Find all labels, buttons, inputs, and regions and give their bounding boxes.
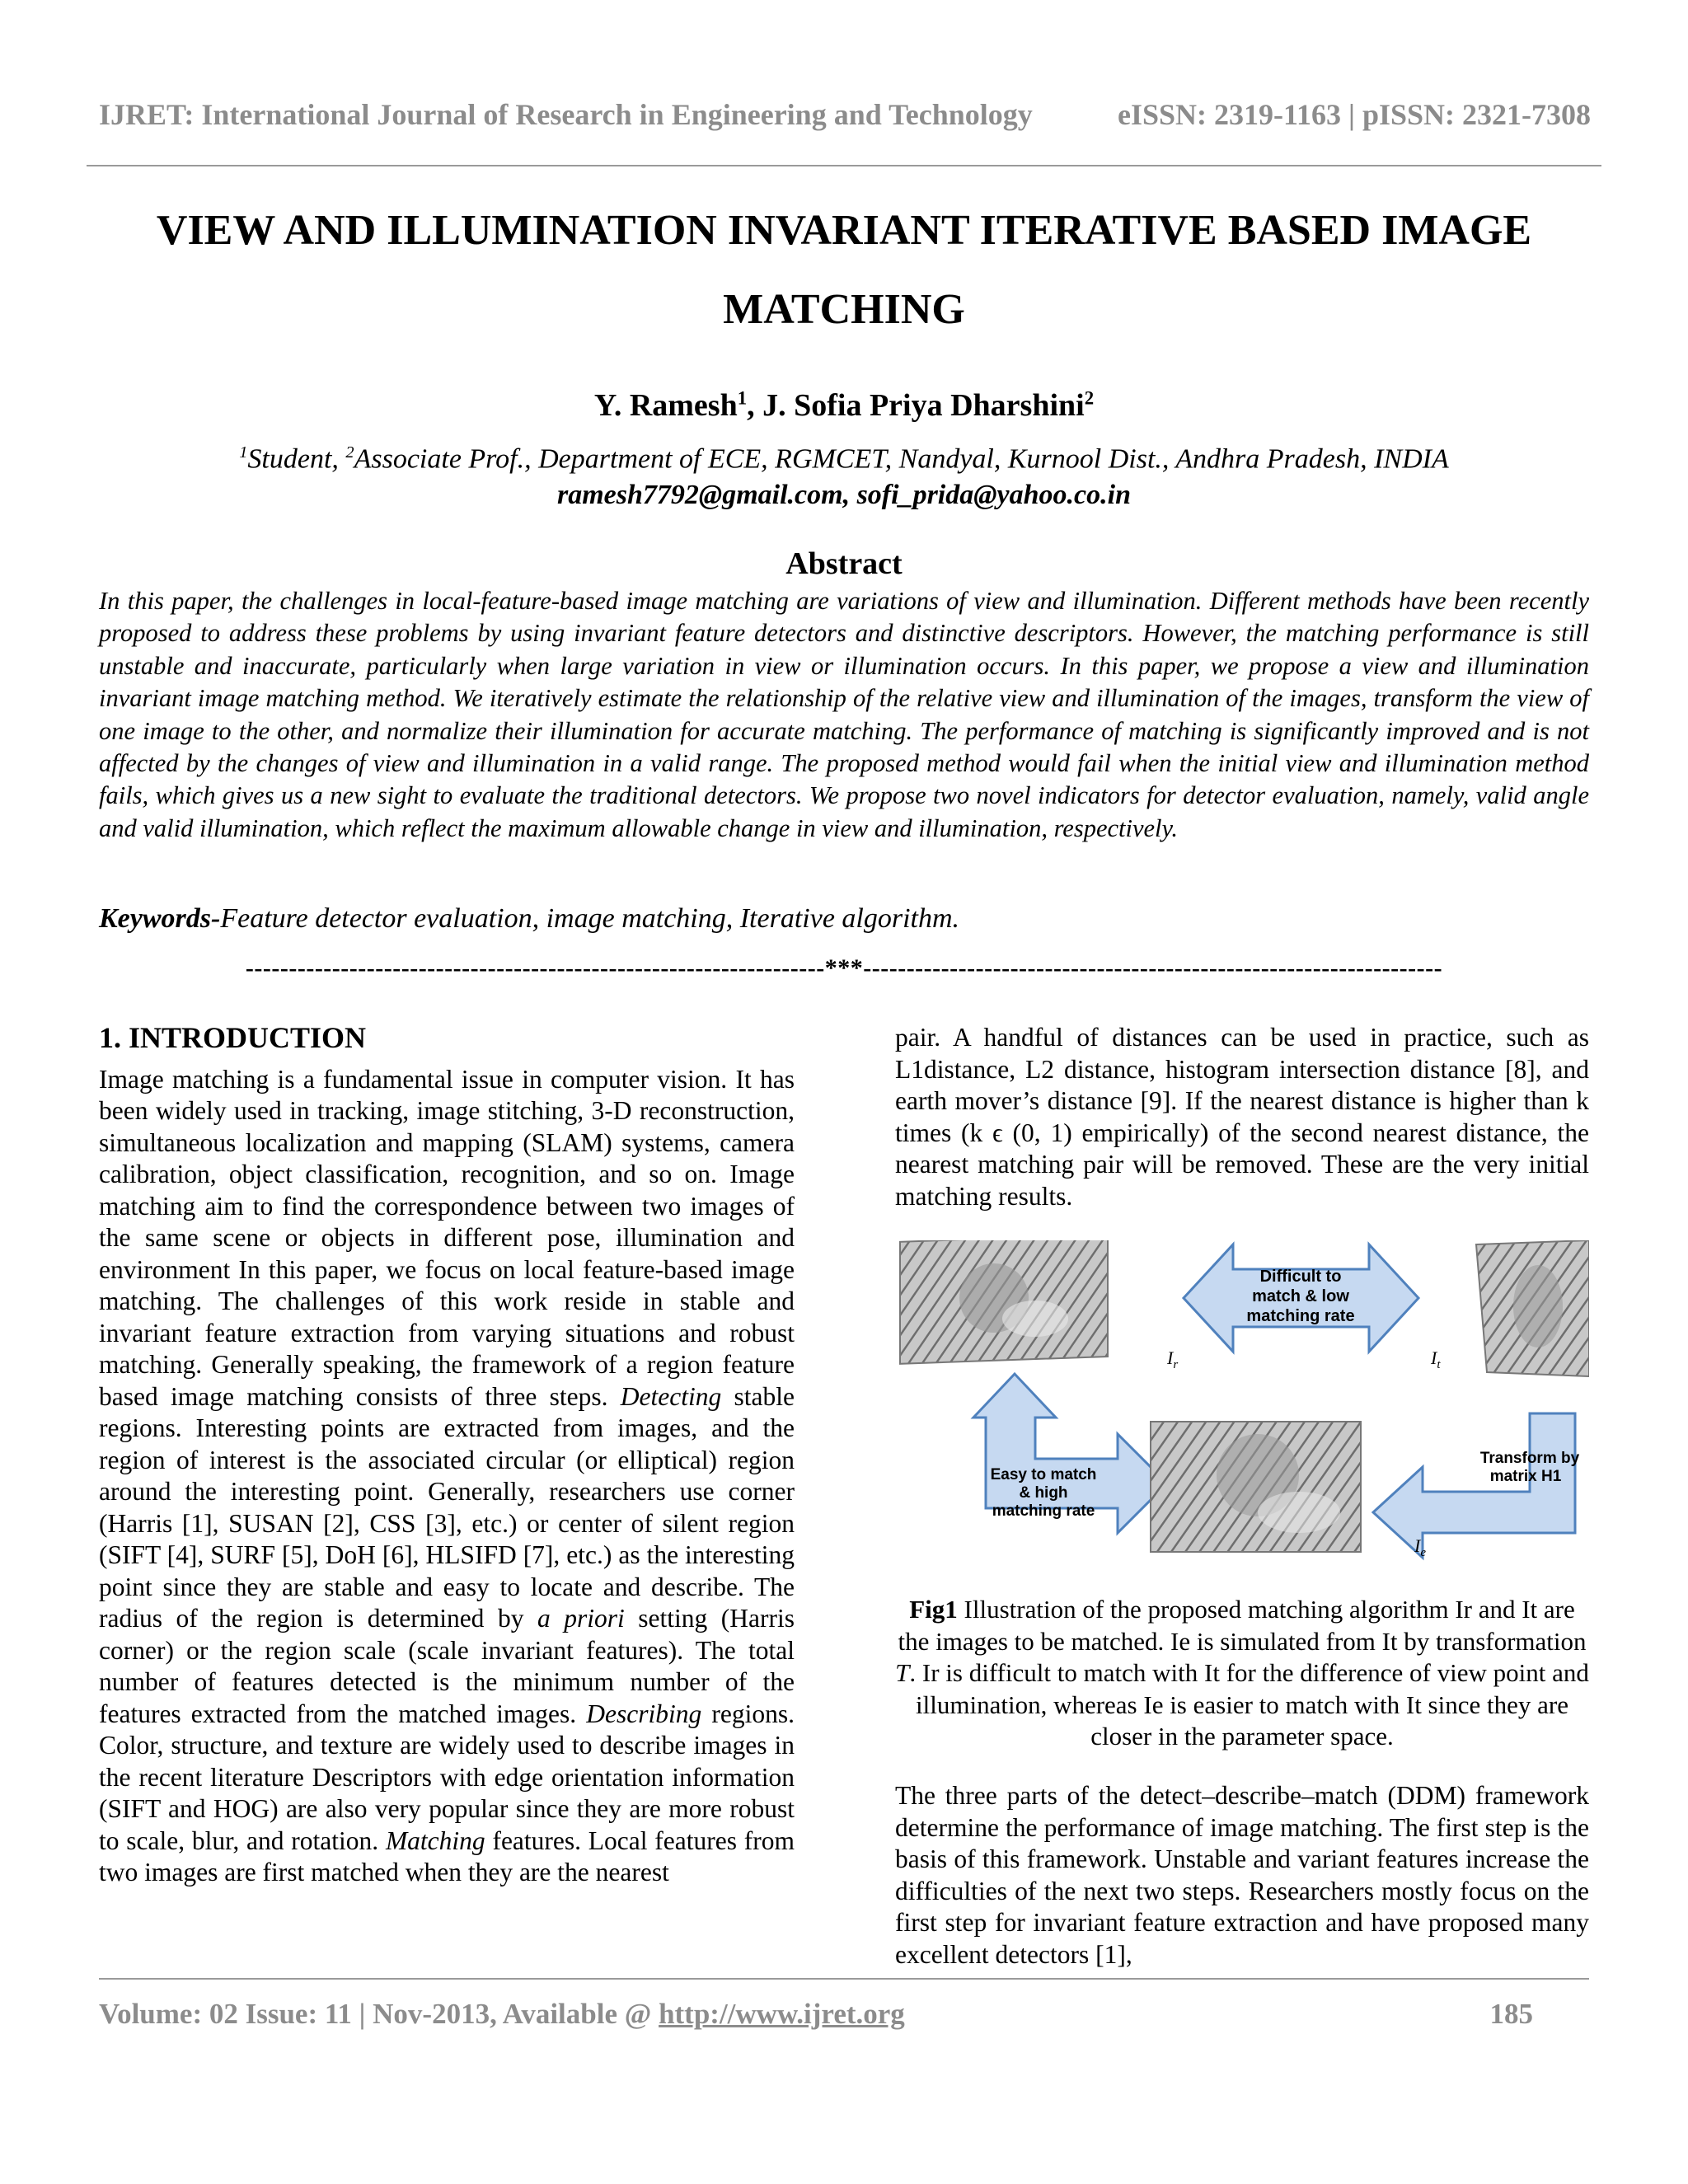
intro-em-matching: Matching [385, 1825, 485, 1855]
author-1-sup: 1 [737, 387, 748, 409]
figure-1-graphic [895, 1240, 1589, 1562]
running-footer [99, 1998, 1533, 2031]
running-header [99, 97, 1591, 132]
label-ie-main: I [1414, 1535, 1421, 1556]
arrow-difficult-line-1: Difficult to [1259, 1268, 1342, 1286]
abstract-heading: Abstract [785, 546, 903, 581]
arrow-difficult [1184, 1244, 1418, 1352]
figure-1 [895, 1240, 1589, 1562]
author-2: J. Sofia Priya Dharshini [762, 388, 1085, 423]
affil-text: Associate Prof., Department of ECE, RGMCET, Nandyal, Kurnool Dist., Andhra Pradesh, INDIA [354, 443, 1449, 475]
intro-em-describing: Describing [586, 1699, 702, 1728]
image-ir [900, 1240, 1108, 1364]
arrow-transform [1373, 1413, 1580, 1558]
page-number: 185 [1489, 1998, 1533, 2030]
arrow-transform-line-1: Transform by [1479, 1450, 1580, 1467]
image-ie [1151, 1422, 1361, 1552]
label-it-sub: t [1437, 1358, 1441, 1371]
right-column-paragraph-1: pair. A handful of distances can be used in practice, such as L1distance, L2 distance, histogram intersection distance [8], and earth mover’s distance [9]. If the nearest distance is higher than k times (k ϵ (0, 1) empirically) of the second nearest distance, the nearest matching pair will be removed. These are the very initial matching results. [895, 1023, 1589, 1211]
intro-text-4: regions. Color, structure, and texture are widely used to describe images in the recent literature Descriptors with edge orientation information (SIFT and HOG) are also very popular since they are more robust to scale, blur, and rotation. [99, 1699, 795, 1855]
title-line-1: VIEW AND ILLUMINATION INVARIANT ITERATIVE BASED IMAGE [156, 207, 1532, 254]
affil-sup-1: 1 [239, 443, 248, 462]
arrow-easy-line-2: & high [1019, 1484, 1068, 1502]
keywords [99, 903, 1589, 935]
affiliation [0, 443, 1688, 475]
journal-name: IJRET: International Journal of Research in Engineering and Technology [99, 98, 1033, 131]
author-emails: ramesh7792@gmail.com, sofi_prida@yahoo.co.in [557, 480, 1131, 510]
author-list [0, 387, 1688, 424]
caption-em: T [895, 1658, 910, 1687]
arrow-difficult-line-2: match & low [1252, 1287, 1349, 1305]
caption-label: Fig1 [909, 1595, 958, 1624]
affil-role-1: Student, [247, 443, 346, 475]
author-2-sup: 2 [1084, 387, 1095, 409]
left-column [99, 1022, 795, 1889]
intro-heading: 1. INTRODUCTION [99, 1021, 367, 1054]
arrow-difficult-line-3: matching rate [1246, 1307, 1355, 1325]
intro-em-detecting: Detecting [620, 1381, 722, 1411]
intro-text-1: Image matching is a fundamental issue in computer vision. It has been widely used in tracking, image stitching, 3-D reconstruction, simultaneous localization and mapping (SLAM) systems, camera calibration, object classification, recognition, and so on. Image matching aim to find the correspondence between two images of the same scene or objects in different pose, illumination and environment In this paper, we focus on local feature-based image matching. The challenges of this work reside in stable and invariant feature extraction from varying situations and robust matching. Generally speaking, the framework of a region feature based image matching consists of three steps. [99, 1064, 795, 1411]
abstract-text: In this paper, the challenges in local-feature-based image matching are variations of view and illumination. Different methods have been recently proposed to address these problems by using invariant feature detectors and distinctive descriptors. However, the matching performance is still unstable and inaccurate, particularly when large variation in view or illumination occurs. In this paper, we propose a view and illumination invariant image matching method. We iteratively estimate the relationship of the relative view and illumination of the images, transform the view of one image to the other, and normalize their illumination for accurate matching. The performance of matching is significantly improved and is not affected by the changes of view and illumination in a valid range. The proposed method would fail when the initial view and illumination method fails, which gives us a new sight to evaluate the traditional detectors. We propose two novel indicators for detector evaluation, namely, valid angle and valid illumination, which reflect the maximum allowable change in view and illumination, respectively. [99, 587, 1589, 842]
label-it [1430, 1347, 1441, 1371]
author-separator: , [747, 388, 763, 423]
image-it [1476, 1240, 1589, 1376]
label-ie-sub: e [1420, 1546, 1426, 1559]
intro-text-2: stable regions. Interesting points are extracted from images, and the region of interest is the associated circular (or elliptical) region around the interesting point. Generally, researchers use corner (Harris [1], SUSAN [2], CSS [3], etc.) or center of silent region (SIFT [4], SURF [5], DoH [6], HLSIFD [7], etc.) as the interesting point since they are stable and easy to locate and describe. The radius of the region is determined by [99, 1381, 795, 1633]
label-ir-sub: r [1173, 1358, 1179, 1371]
caption-text-2: . Ir is difficult to match with It for the difference of view point and illumination, whereas Ie is easier to match with It since they are closer in the parameter space. [909, 1658, 1589, 1750]
right-column-paragraph-2: The three parts of the detect–describe–match (DDM) framework determine the performance of image matching. The first step is the basis of this framework. Unstable and variant features increase the difficulties of the next two steps. Researchers mostly focus on the first step for invariant feature extraction and have proposed many excellent detectors [1], [895, 1781, 1589, 1969]
author-1: Y. Ramesh [593, 388, 738, 423]
arrow-easy [935, 1374, 1167, 1554]
paper-title [82, 191, 1606, 349]
arrow-easy-line-1: Easy to match [990, 1466, 1097, 1483]
arrow-easy-line-3: matching rate [992, 1502, 1095, 1520]
intro-em-apriori: a priori [537, 1604, 625, 1633]
label-ie [1414, 1535, 1426, 1559]
caption-text-1: Illustration of the proposed matching algorithm Ir and It are the images to be matched. Ie is simulated from It by transformation [898, 1595, 1587, 1656]
issn: eISSN: 2319-1163 | pISSN: 2321-7308 [1118, 98, 1591, 131]
intro-text-5: features. Local features from two images are first matched when they are the nearest [99, 1825, 795, 1886]
footer-volume [99, 1998, 905, 2031]
arrow-transform-line-2: matrix H1 [1489, 1468, 1562, 1485]
journal-link[interactable]: http://www.ijret.org [659, 1998, 905, 2030]
figure-caption [895, 1594, 1589, 1753]
keywords-text: Feature detector evaluation, image matching, Iterative algorithm. [220, 903, 960, 934]
label-ir-main: I [1167, 1347, 1174, 1368]
label-ir [1166, 1347, 1178, 1371]
footer-rule [99, 1978, 1589, 1980]
title-line-2: MATCHING [723, 286, 965, 333]
intro-text-3: setting (Harris corner) or the region scale (scale invariant features). The total number of features detected is the minimum number of the features extracted from the matched images. [99, 1604, 795, 1728]
keywords-label: Keywords- [99, 903, 221, 934]
intro-paragraph [99, 1064, 795, 1889]
label-it-main: I [1431, 1347, 1437, 1368]
footer-volume-text: Volume: 02 Issue: 11 | Nov-2013, Available @ [99, 1998, 659, 2030]
affil-sup-2: 2 [345, 443, 354, 462]
header-rule [87, 165, 1601, 166]
section-separator: -------------------------------------------------------------------***------------------------------------------------------------------- [245, 954, 1443, 982]
